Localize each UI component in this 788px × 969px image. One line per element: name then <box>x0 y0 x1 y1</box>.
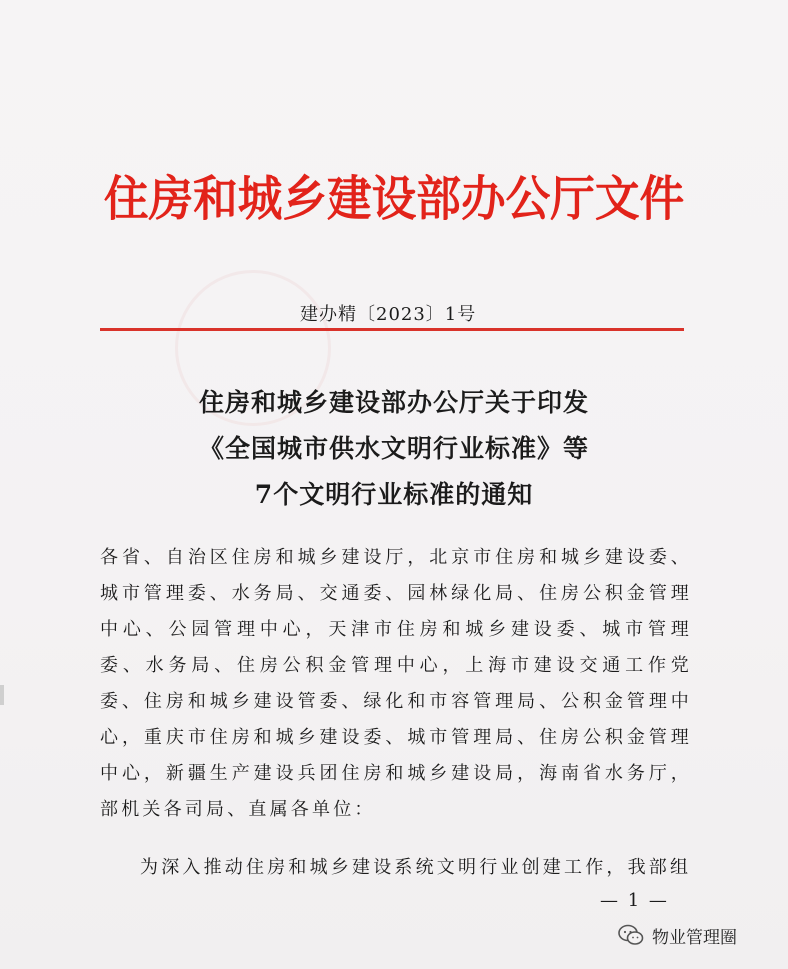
body-paragraph-start: 为深入推动住房和城乡建设系统文明行业创建工作，我部组 <box>140 857 692 878</box>
red-divider-line <box>100 328 684 331</box>
notice-title-line-3: 7个文明行业标准的通知 <box>254 480 534 509</box>
watermark-text: 物业管理圈 <box>652 927 737 948</box>
agency-header-title: 住房和城乡建设部办公厅文件 <box>103 171 685 227</box>
document-number: 建办精〔2023〕1号 <box>300 304 477 325</box>
recipients-paragraph: 各省、自治区住房和城乡建设厅，北京市住房和城乡建设委、城市管理委、水务局、交通委、园林绿化局、住房公积金管理中心、公园管理中心，天津市住房和城乡建设委、城市管理委、水务局、住房公积金管理中心，上海市建设交通工作党委、住房和城乡建设管委、绿化和市容管理局、公积金管理中心，重庆市住房和城乡建设委、城市管理局、住房公积金管理中心，新疆生产建设兵团住房和城乡建设局，海南省水务厅，部机关各司局、直属各单位： <box>100 547 692 820</box>
page-number: — 1 — <box>600 890 669 911</box>
notice-title-line-2: 《全国城市供水文明行业标准》等 <box>198 434 589 463</box>
wechat-icon <box>618 924 644 946</box>
scan-edge-mark <box>0 685 4 705</box>
source-watermark <box>618 923 737 947</box>
notice-title <box>0 380 788 518</box>
notice-title-line-1: 住房和城乡建设部办公厅关于印发 <box>198 388 589 417</box>
